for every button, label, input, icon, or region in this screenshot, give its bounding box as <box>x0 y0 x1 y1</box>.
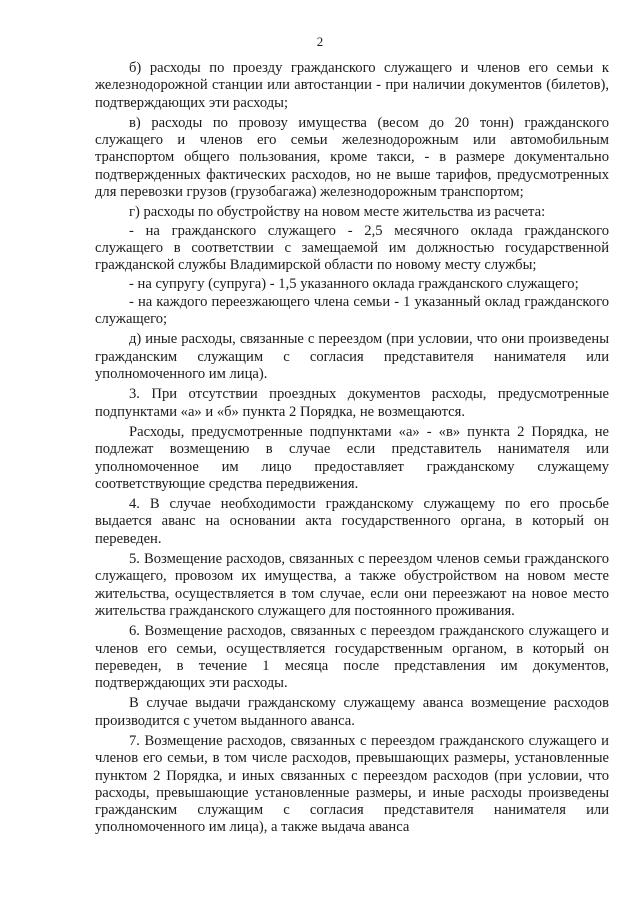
paragraph-g: г) расходы по обустройству на новом месте жительства из расчета: <box>129 204 546 221</box>
paragraph-g-family-member: - на каждого переезжающего члена семьи - 1 указанный оклад гражданского служащего; <box>95 293 609 328</box>
paragraph-7: 7. Возмещение расходов, связанных с переездом гражданского служащего и членов его семьи, в том числе расходов, превышающих размеры, установленные пунктом 2 Порядка, и иных связанных с переездом расходов (при условии, что расходы, превышающие установленные размеры, и иные расходы произведены гражданским служащим с согласия представителя нанимателя или уполномоченного им лица), а также выдача аванса <box>95 732 609 836</box>
paragraph-6: 6. Возмещение расходов, связанных с переездом гражданского служащего и членов его семьи, осуществляется государственным органом, в который он переведен, в течение 1 месяца после представления им документов, подтверждающих эти расходы. <box>95 623 609 692</box>
paragraph-g-employee: - на гражданского служащего - 2,5 месячного оклада гражданского служащего в соответствии с замещаемой им должностью государственной гражданской службы Владимирской области по новому месту службы; <box>95 222 609 274</box>
paragraph-5: 5. Возмещение расходов, связанных с переездом членов семьи гражданского служащего, провозом их имущества, а также обустройством на новом месте жительства, осуществляется в том случае, если они переезжают на новое место жительства гражданского служащего для постоянного проживания. <box>95 551 609 619</box>
paragraph-g-spouse: - на супругу (супруга) - 1,5 указанного оклада гражданского служащего; <box>129 275 579 292</box>
paragraph-b: б) расходы по проезду гражданского служащего и членов его семьи к железнодорожной станции или автостанции - при наличии документов (билетов), подтверждающих эти расходы; <box>95 60 609 111</box>
paragraph-3-expenses: Расходы, предусмотренные подпунктами «а» - «в» пункта 2 Порядка, не подлежат возмещению в случае если представитель нанимателя или уполномоченное им лицо предоставляет гражданскому служащему соответствующие средства передвижения. <box>95 423 609 492</box>
paragraph-3: 3. При отсутствии проездных документов расходы, предусмотренные подпунктами «а» и «б» пункта 2 Порядка, не возмещаются. <box>95 386 609 420</box>
paragraph-4: 4. В случае необходимости гражданскому служащему по его просьбе выдается аванс на основании акта государственного органа, в который он переведен. <box>95 496 609 547</box>
document-body <box>95 60 609 840</box>
paragraph-d: д) иные расходы, связанные с переездом (при условии, что они произведены гражданским служащим с согласия представителя нанимателя или уполномоченного им лица). <box>95 331 609 383</box>
page-number: 2 <box>316 34 324 49</box>
paragraph-6-advance: В случае выдачи гражданскому служащему аванса возмещение расходов производится с учетом выданного аванса. <box>95 695 609 729</box>
paragraph-v: в) расходы по провозу имущества (весом до 20 тонн) гражданского служащего и членов его семьи железнодорожным или автомобильным транспортом общего пользования, кроме такси, - в размере документально подтвержденных фактических расходов, но не выше тарифов, предусмотренных для перевозки грузов (грузобагажа) железнодорожным транспортом; <box>95 114 609 201</box>
